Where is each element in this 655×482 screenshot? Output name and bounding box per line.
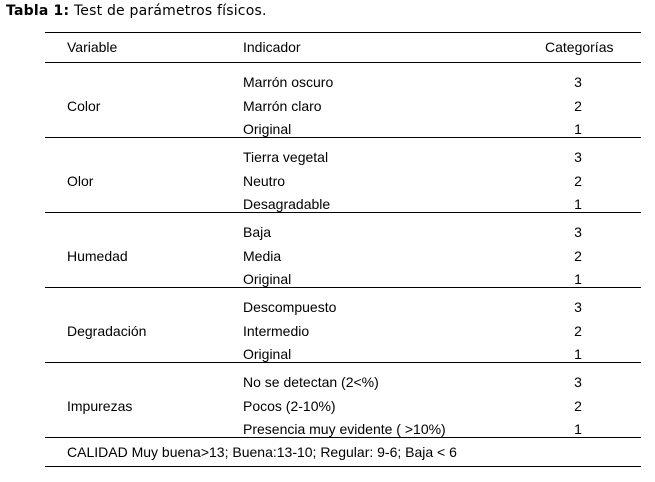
categoria-cell: 1 bbox=[574, 121, 582, 137]
categoria-cell: 2 bbox=[574, 247, 582, 264]
indicador-cell: Neutro bbox=[243, 172, 286, 189]
header-rule bbox=[45, 62, 641, 63]
categoria-cell: 3 bbox=[574, 224, 582, 240]
categoria-cell: 2 bbox=[574, 172, 582, 189]
variable-cell: Olor bbox=[67, 172, 94, 189]
quality-footnote: CALIDAD Muy buena>13; Buena:13-10; Regular: 9-6; Baja < 6 bbox=[67, 444, 457, 460]
categoria-cell: 1 bbox=[574, 196, 582, 212]
categoria-cell: 3 bbox=[574, 74, 582, 90]
table-bottom-rule bbox=[45, 437, 641, 438]
header-variable: Variable bbox=[67, 39, 118, 55]
indicador-cell: No se detectan (2<%) bbox=[243, 374, 379, 390]
table-top-rule bbox=[45, 32, 641, 33]
group-rule bbox=[45, 362, 641, 363]
indicador-cell: Intermedio bbox=[243, 322, 310, 339]
categoria-cell: 3 bbox=[574, 299, 582, 315]
indicador-cell: Original bbox=[243, 271, 292, 287]
group-rule bbox=[45, 287, 641, 288]
indicador-cell: Original bbox=[243, 121, 292, 137]
indicador-cell: Desagradable bbox=[243, 196, 331, 212]
categoria-cell: 2 bbox=[574, 397, 582, 414]
categoria-cell: 1 bbox=[574, 421, 582, 437]
group-rule bbox=[45, 137, 641, 138]
indicador-cell: Media bbox=[243, 247, 282, 264]
categoria-cell: 1 bbox=[574, 346, 582, 362]
indicador-cell: Descompuesto bbox=[243, 299, 337, 315]
variable-cell: Degradación bbox=[67, 322, 147, 339]
table-caption bbox=[6, 3, 267, 19]
variable-cell: Color bbox=[67, 97, 101, 114]
categoria-cell: 2 bbox=[574, 322, 582, 339]
header-categorias: Categorías bbox=[545, 39, 614, 55]
categoria-cell: 3 bbox=[574, 374, 582, 390]
variable-cell: Humedad bbox=[67, 247, 128, 264]
indicador-cell: Pocos (2-10%) bbox=[243, 397, 336, 414]
group-rule bbox=[45, 212, 641, 213]
categoria-cell: 2 bbox=[574, 97, 582, 114]
caption-label: Tabla 1: bbox=[6, 3, 70, 19]
indicador-cell: Baja bbox=[243, 224, 272, 240]
footer-rule bbox=[45, 466, 641, 467]
variable-cell: Impurezas bbox=[67, 397, 133, 414]
indicador-cell: Marrón claro bbox=[243, 97, 322, 114]
indicador-cell: Presencia muy evidente ( >10%) bbox=[243, 421, 446, 437]
indicador-cell: Marrón oscuro bbox=[243, 74, 334, 90]
categoria-cell: 1 bbox=[574, 271, 582, 287]
categoria-cell: 3 bbox=[574, 149, 582, 165]
header-indicador: Indicador bbox=[243, 39, 301, 55]
indicador-cell: Tierra vegetal bbox=[243, 149, 329, 165]
caption-title: Test de parámetros físicos. bbox=[73, 3, 267, 19]
indicador-cell: Original bbox=[243, 346, 292, 362]
